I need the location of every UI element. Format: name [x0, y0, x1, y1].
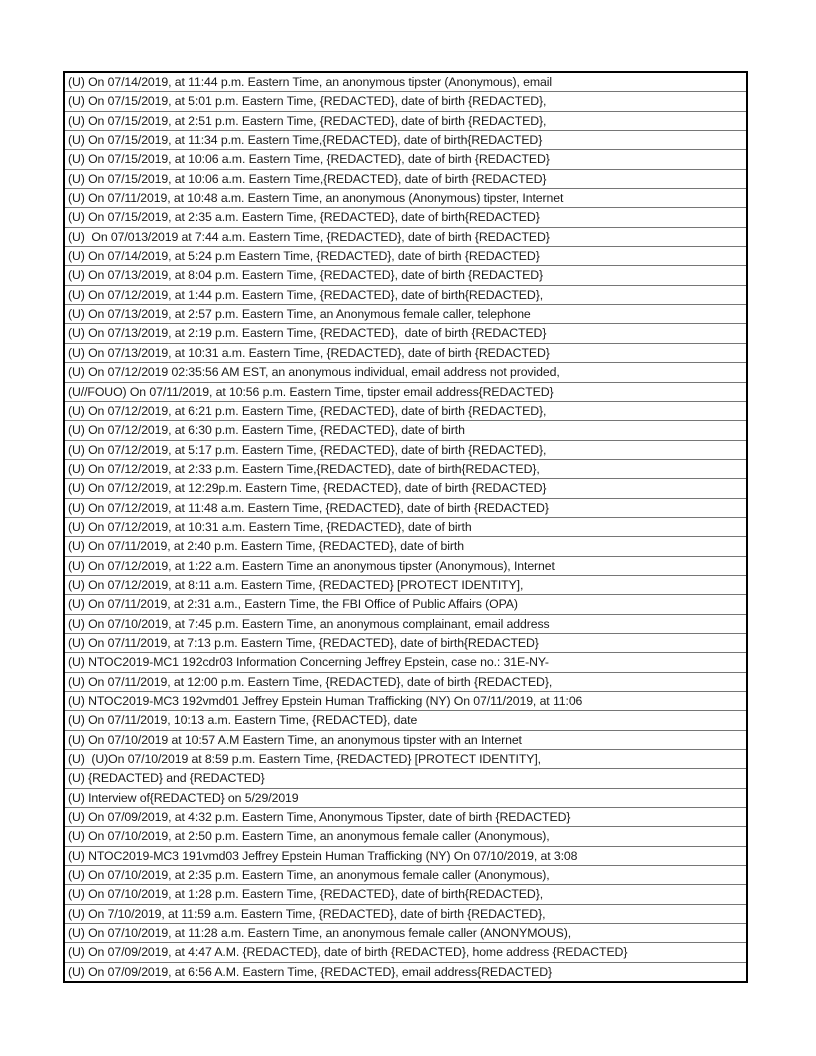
row-text: (U) On 07/11/2019, 10:13 a.m. Eastern Time, {REDACTED}, date [68, 713, 418, 728]
row-text: (U) On 07/13/2019, at 2:19 p.m. Eastern Time, {REDACTED}, date of birth {REDACTED} [68, 326, 547, 341]
table-row [65, 111, 746, 130]
row-text: (U) On 07/12/2019 02:35:56 AM EST, an anonymous individual, email address not provided, [68, 365, 560, 380]
row-text: (U) On 07/09/2019, at 4:32 p.m. Eastern Time, Anonymous Tipster, date of birth {REDACTED} [68, 810, 571, 825]
table-row [65, 942, 746, 961]
row-text: (U) NTOC2019-MC1 192cdr03 Information Concerning Jeffrey Epstein, case no.: 31E-NY- [68, 655, 549, 670]
row-text: (U) On 07/11/2019, at 2:31 a.m., Eastern Time, the FBI Office of Public Affairs (OPA) [68, 597, 518, 612]
table-row [65, 130, 746, 149]
table-row [65, 691, 746, 710]
table-row [65, 923, 746, 942]
table-row [65, 536, 746, 555]
row-text: (U) On 07/12/2019, at 6:30 p.m. Eastern Time, {REDACTED}, date of birth [68, 423, 465, 438]
table-row [65, 149, 746, 168]
table-row [65, 246, 746, 265]
row-text: (U) On 07/12/2019, at 12:29p.m. Eastern Time, {REDACTED}, date of birth {REDACTED} [68, 481, 547, 496]
row-text: (U) On 07/12/2019, at 1:22 a.m. Eastern Time an anonymous tipster (Anonymous), Internet [68, 558, 555, 573]
table-row [65, 556, 746, 575]
row-text: (U) (U)On 07/10/2019 at 8:59 p.m. Eastern Time, {REDACTED} [PROTECT IDENTITY], [68, 752, 541, 767]
row-text: (U) On 07/12/2019, at 2:33 p.m. Eastern Time,{REDACTED}, date of birth{REDACTED}, [68, 461, 540, 476]
table-row [65, 498, 746, 517]
row-text: (U) On 07/10/2019 at 10:57 A.M Eastern Time, an anonymous tipster with an Internet [68, 732, 522, 747]
row-text: (U) On 07/11/2019, at 2:40 p.m. Eastern Time, {REDACTED}, date of birth [68, 539, 464, 554]
table-row [65, 420, 746, 439]
table-row [65, 401, 746, 420]
table-row [65, 652, 746, 671]
row-text: (U) On 07/12/2019, at 10:31 a.m. Eastern Time, {REDACTED}, date of birth [68, 519, 472, 534]
row-text: (U//FOUO) On 07/11/2019, at 10:56 p.m. Eastern Time, tipster email address{REDACTED} [68, 384, 554, 399]
table-row [65, 323, 746, 342]
row-text: (U) On 07/14/2019, at 5:24 p.m Eastern Time, {REDACTED}, date of birth {REDACTED} [68, 249, 540, 264]
tip-log-table [63, 71, 748, 983]
table-row [65, 459, 746, 478]
row-text: (U) On 07/10/2019, at 11:28 a.m. Eastern Time, an anonymous female caller (ANONYMOUS), [68, 926, 572, 941]
row-text: (U) On 07/12/2019, at 5:17 p.m. Eastern Time, {REDACTED}, date of birth {REDACTED}, [68, 442, 547, 457]
table-row [65, 382, 746, 401]
table-row [65, 362, 746, 381]
row-text: (U) NTOC2019-MC3 192vmd01 Jeffrey Epstein Human Trafficking (NY) On 07/11/2019, at 11:06 [68, 694, 583, 709]
table-row [65, 440, 746, 459]
row-text: (U) On 07/12/2019, at 1:44 p.m. Eastern Time, {REDACTED}, date of birth{REDACTED}, [68, 287, 544, 302]
table-row [65, 285, 746, 304]
row-text: (U) On 07/13/2019, at 2:57 p.m. Eastern Time, an Anonymous female caller, telephone [68, 307, 531, 322]
row-text: (U) On 07/15/2019, at 10:06 a.m. Eastern Time, {REDACTED}, date of birth {REDACTED} [68, 152, 550, 167]
row-text: (U) On 07/12/2019, at 6:21 p.m. Eastern Time, {REDACTED}, date of birth {REDACTED}, [68, 403, 547, 418]
row-text: (U) On 07/13/2019, at 8:04 p.m. Eastern Time, {REDACTED}, date of birth {REDACTED} [68, 268, 544, 283]
row-text: (U) {REDACTED} and {REDACTED} [68, 771, 265, 786]
table-row [65, 904, 746, 923]
row-text: (U) On 07/10/2019, at 1:28 p.m. Eastern Time, {REDACTED}, date of birth{REDACTED}, [68, 887, 544, 902]
table-row [65, 826, 746, 845]
row-text: (U) On 07/15/2019, at 2:51 p.m. Eastern Time, {REDACTED}, date of birth {REDACTED}, [68, 113, 547, 128]
table-row [65, 207, 746, 226]
table-row [65, 594, 746, 613]
row-text: (U) NTOC2019-MC3 191vmd03 Jeffrey Epstein Human Trafficking (NY) On 07/10/2019, at 3:08 [68, 848, 578, 863]
table-row [65, 91, 746, 110]
row-text: (U) Interview of{REDACTED} on 5/29/2019 [68, 790, 299, 805]
table-row [65, 517, 746, 536]
table-row [65, 188, 746, 207]
row-text: (U) On 07/11/2019, at 7:13 p.m. Eastern Time, {REDACTED}, date of birth{REDACTED} [68, 635, 539, 650]
row-text: (U) On 07/10/2019, at 7:45 p.m. Eastern Time, an anonymous complainant, email address [68, 616, 550, 631]
row-text: (U) On 07/09/2019, at 4:47 A.M. {REDACTED}, date of birth {REDACTED}, home address {REDACTED} [68, 945, 628, 960]
table-row [65, 73, 746, 91]
row-text: (U) On 07/15/2019, at 5:01 p.m. Eastern Time, {REDACTED}, date of birth {REDACTED}, [68, 94, 547, 109]
table-row [65, 846, 746, 865]
row-text: (U) On 07/15/2019, at 2:35 a.m. Eastern Time, {REDACTED}, date of birth{REDACTED} [68, 210, 540, 225]
row-text: (U) On 07/15/2019, at 11:34 p.m. Eastern Time,{REDACTED}, date of birth{REDACTED} [68, 133, 543, 148]
table-row [65, 265, 746, 284]
row-text: (U) On 07/10/2019, at 2:50 p.m. Eastern Time, an anonymous female caller (Anonymous), [68, 829, 550, 844]
row-text: (U) On 07/15/2019, at 10:06 a.m. Eastern Time,{REDACTED}, date of birth {REDACTED} [68, 171, 547, 186]
table-row [65, 768, 746, 787]
row-text: (U) On 07/12/2019, at 11:48 a.m. Eastern Time, {REDACTED}, date of birth {REDACTED} [68, 500, 549, 515]
table-row [65, 865, 746, 884]
table-row [65, 478, 746, 497]
table-row [65, 749, 746, 768]
table-row [65, 633, 746, 652]
table-row [65, 304, 746, 323]
table-row [65, 672, 746, 691]
table-row [65, 710, 746, 729]
row-text: (U) On 07/013/2019 at 7:44 a.m. Eastern Time, {REDACTED}, date of birth {REDACTED} [68, 229, 550, 244]
table-row [65, 614, 746, 633]
table-row [65, 884, 746, 903]
row-text: (U) On 07/09/2019, at 6:56 A.M. Eastern Time, {REDACTED}, email address{REDACTED} [68, 964, 552, 979]
table-row [65, 962, 746, 981]
table-row [65, 807, 746, 826]
table-row [65, 575, 746, 594]
table-row [65, 730, 746, 749]
row-text: (U) On 07/11/2019, at 10:48 a.m. Eastern Time, an anonymous (Anonymous) tipster, Internet [68, 191, 564, 206]
row-text: (U) On 07/14/2019, at 11:44 p.m. Eastern Time, an anonymous tipster (Anonymous), email [68, 75, 552, 90]
table-row [65, 227, 746, 246]
row-text: (U) On 07/10/2019, at 2:35 p.m. Eastern Time, an anonymous female caller (Anonymous), [68, 868, 550, 883]
table-row [65, 343, 746, 362]
row-text: (U) On 07/12/2019, at 8:11 a.m. Eastern Time, {REDACTED} [PROTECT IDENTITY], [68, 577, 524, 592]
row-text: (U) On 07/11/2019, at 12:00 p.m. Eastern Time, {REDACTED}, date of birth {REDACTED}, [68, 674, 553, 689]
row-text: (U) On 7/10/2019, at 11:59 a.m. Eastern Time, {REDACTED}, date of birth {REDACTED}, [68, 906, 546, 921]
row-text: (U) On 07/13/2019, at 10:31 a.m. Eastern Time, {REDACTED}, date of birth {REDACTED} [68, 345, 550, 360]
table-row [65, 788, 746, 807]
table-row [65, 169, 746, 188]
